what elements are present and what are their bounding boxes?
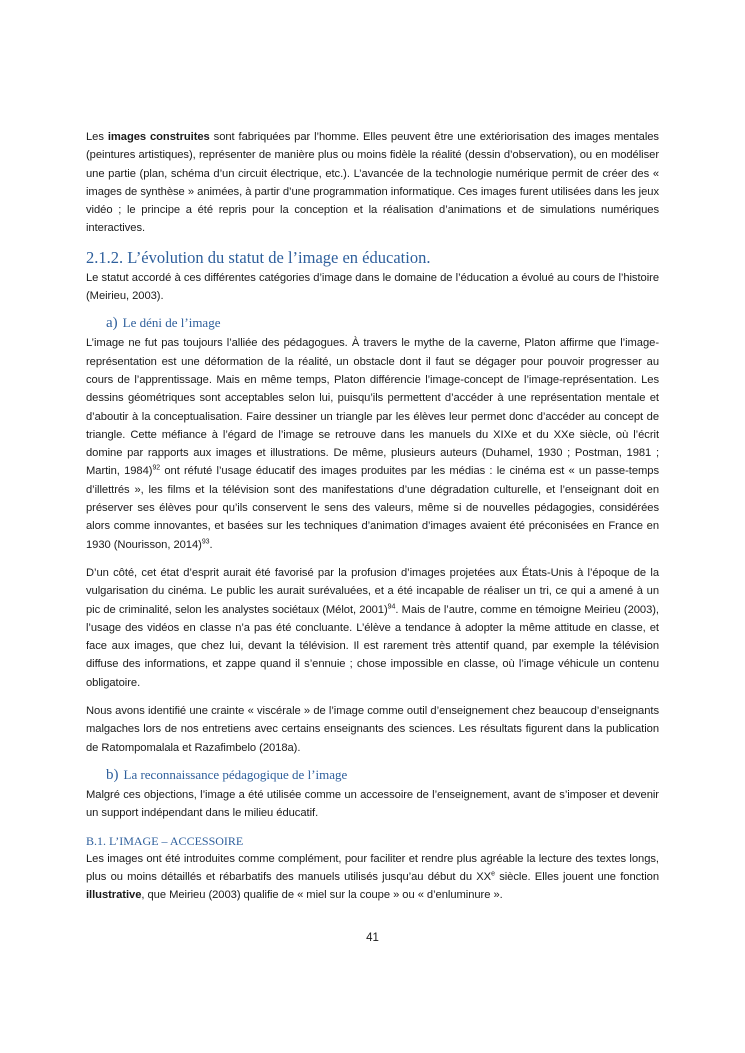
paragraph-images-construites: Les images construites sont fabriquées par l’homme. Elles peuvent être une extériorisation des images mentales (peintures artistiques), représenter de manière plus ou moins fidèle la réalité (dessin d’observation), ou en modéliser une partie (plan, schéma d’un circuit électrique, etc.). L’avancée de la technologie numérique permit de créer des « images de synthèse » animées, à partir d’une programmation informatique. Ces images furent utilisées dans les jeux vidéo ; le principe a été repris pour la conception et la réalisation d’animations et de simulations numériques interactives. [86, 131, 659, 235]
section-heading: 2.1.2. L’évolution du statut de l’image en éducation. [86, 247, 431, 267]
document-page [86, 128, 659, 904]
footnote-ref-93[interactable]: 93 [201, 537, 210, 545]
subsection-a-title: Le déni de l’image [122, 315, 221, 331]
footnote-ref-94[interactable]: 94 [387, 602, 396, 610]
subsection-b-heading [86, 765, 659, 785]
footnote-ref-92[interactable]: 92 [152, 464, 161, 472]
subsection-b-label: b) [106, 766, 119, 783]
paragraph-deni-3: Nous avons identifié une crainte « viscérale » de l’image comme outil d’enseignement chez beaucoup d’enseignants malgaches lors de nos entretiens avec certains enseignants des sciences. Les résultats figurent dans la publication de Ratompomalala et Razafimbelo (2018a). [86, 705, 659, 754]
term-images-construites: images construites [107, 131, 210, 143]
superscript-e: e [491, 870, 495, 878]
subsection-a-label: a) [106, 315, 118, 332]
subsubsection-b1-heading: B.1. L’IMAGE – ACCESSOIRE [86, 833, 244, 848]
subsection-b-title: La reconnaissance pédagogique de l’image [123, 766, 348, 782]
paragraph-deni-1: L’image ne fut pas toujours l’alliée des pédagogues. À travers le mythe de la caverne, Platon affirme que l’image-représentation est une déformation de la réalité, un obstacle dont il faut se dégager pour pouvoir progresser au cours de l’apprentissage. Mais en même temps, Platon différencie l’image-concept de l’image-représentation. Les dessins géométriques sont acceptables selon lui, puisqu’ils permettent d’accéder à une représentation mentale et d’aboutir à la conceptualisation. Faire dessiner un triangle par les élèves leur permet donc d’accéder au concept de triangle. Cette méfiance à l’égard de l’image se retrouve dans les manuels du XIXe et du XXe siècle, où l’écrit domine par rapports aux images et illustrations. De même, plusieurs auteurs (Duhamel, 1930 ; Postman, 1981 ; Martin, 1984)$^{92}$ ont réfuté l’usage éducatif des images produites par les médias : le cinéma est « un passe-temps d’illettrés », les films et la télévision sont des manifestations d’une dégradation culturelle, et l’enseignant doit en préserver ses élèves pour qu’ils conservent le sens des valeurs, même si de nouvelles pédagogies, considérées alors comme innovantes, et basées sur les techniques d’animation d’images avaient été préconisées en France en 1930 (Nourisson, 2014)$^{93}$. [86, 337, 659, 551]
paragraph-deni-2: D’un côté, cet état d’esprit aurait été favorisé par la profusion d’images projetées aux États-Unis à l’époque de la vulgarisation du cinéma. Le public les aurait surévaluées, et a été incapable de réaliser un tri, ce qui a amené à un pic de criminalité, selon les analystes sociétaux (Mélot, 2001)$^{94}$. Mais de l’autre, comme en témoigne Meirieu (2003), l’usage des vidéos en classe n’a pas été concluante. L’élève a tendance à adopter la même attitude en classe, et face aux images, que chez lui, devant la télévision. Il est rarement très attentif quand, par exemple la télévision diffuse des informations, et zappe quand il s’ennuie ; chose impossible en classe, où l’image véhicule un contenu obligatoire. [86, 566, 659, 689]
page-number: 41 [366, 932, 379, 944]
section-intro: Le statut accordé à ces différentes catégories d’image dans le domaine de l’éducation a évolué au cours de l’histoire (Meirieu, 2003). [86, 271, 659, 303]
term-illustrative: illustrative [86, 889, 142, 902]
paragraph-reconnaissance: Malgré ces objections, l’image a été utilisée comme un accessoire de l’enseignement, avant de s’imposer et devenir un support indépendant dans le milieu éducatif. [86, 788, 659, 820]
paragraph-image-accessoire: Les images ont été introduites comme complément, pour faciliter et rendre plus agréable la lecture des textes longs, plus ou moins détaillés et rébarbatifs des manuels utilisés jusqu’au début du XXe siècle. Elles jouent une fonction illustrative, que Meirieu (2003) qualifie de « miel sur la coupe » ou « d’enluminure ». [86, 852, 659, 902]
subsection-a-heading [86, 313, 659, 333]
